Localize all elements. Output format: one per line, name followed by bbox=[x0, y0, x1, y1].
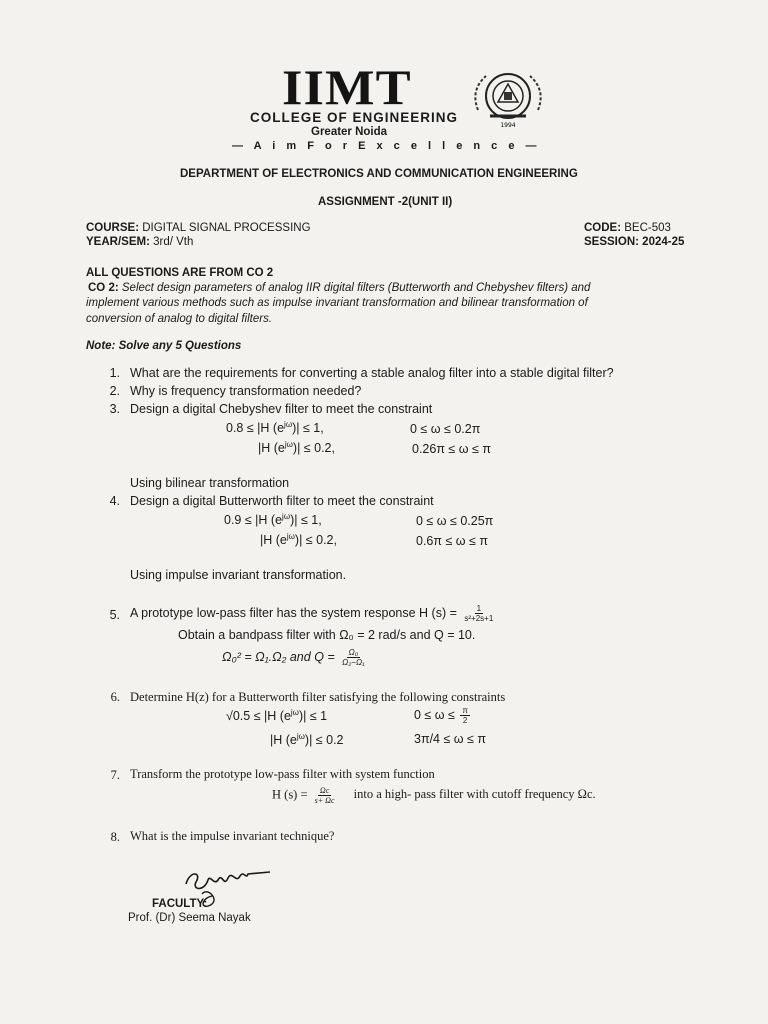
exponent: jω bbox=[286, 532, 295, 541]
q6-range-1 bbox=[414, 706, 470, 725]
q3-c2-left: |H (e bbox=[258, 441, 285, 456]
q6-pi-num: π bbox=[462, 706, 468, 715]
question-1-text: What are the requirements for converting a stable analog filter into a stable digital filter? bbox=[130, 366, 614, 380]
q4-range-1: 0 ≤ ω ≤ 0.25π bbox=[416, 514, 494, 528]
question-7-text: Transform the prototype low-pass filter with system function bbox=[130, 767, 435, 781]
co-text-1: Select design parameters of analog IIR digital filters (Butterworth and Chebyshev filters) and bbox=[121, 282, 591, 294]
exponent: jω bbox=[282, 512, 291, 521]
exponent: jω bbox=[290, 708, 299, 717]
q7-fraction bbox=[313, 786, 337, 805]
q3-constraint-2 bbox=[258, 440, 335, 455]
q5-formula: Ω₀² = Ω₁.Ω₂ and Q = bbox=[222, 649, 335, 664]
q6-c2-left: |H (e bbox=[270, 733, 297, 748]
q5-line-3 bbox=[222, 648, 367, 667]
q6-pi-den: 2 bbox=[462, 716, 468, 725]
q5-q-den: Ω₂−Ω₁ bbox=[342, 658, 365, 667]
faculty-name: Prof. (Dr) Seema Nayak bbox=[128, 912, 251, 924]
q6-range-1-text: 0 ≤ ω ≤ bbox=[414, 707, 455, 722]
q5-text: A prototype low-pass filter has the system response H (s) = bbox=[130, 605, 457, 620]
year-line bbox=[86, 236, 193, 248]
q4-constraint-2 bbox=[260, 532, 337, 547]
college-seal bbox=[468, 66, 548, 130]
q4-c2-left: |H (e bbox=[260, 533, 287, 548]
q3-c1-left: 0.8 ≤ |H (e bbox=[226, 421, 285, 436]
q6-c1-right: )| ≤ 1 bbox=[298, 709, 328, 724]
code-line bbox=[584, 222, 671, 234]
session-value: 2024-25 bbox=[642, 236, 685, 248]
session-line bbox=[584, 236, 684, 248]
co-line-3: conversion of analog to digital filters. bbox=[86, 313, 273, 325]
q5-line-2: Obtain a bandpass filter with Ω₀ = 2 rad/s and Q = 10. bbox=[178, 628, 476, 642]
question-2-number: 2. bbox=[109, 384, 120, 398]
session-label: SESSION: bbox=[584, 236, 639, 248]
q4-c1-left: 0.9 ≤ |H (e bbox=[224, 513, 283, 528]
question-1-number: 1. bbox=[109, 366, 120, 380]
question-3-text: Design a digital Chebyshev filter to meet the constraint bbox=[130, 402, 433, 416]
q3-constraint-1 bbox=[226, 420, 324, 435]
q4-c1-right: )| ≤ 1, bbox=[290, 513, 322, 528]
course-label: COURSE: bbox=[86, 222, 140, 234]
code-value: BEC-503 bbox=[624, 222, 671, 234]
course-line bbox=[86, 222, 311, 234]
q4-constraint-1 bbox=[224, 512, 322, 527]
q3-footer: Using bilinear transformation bbox=[130, 476, 290, 490]
course-value: DIGITAL SIGNAL PROCESSING bbox=[142, 222, 311, 234]
seal-year: 1994 bbox=[500, 122, 516, 129]
q7-h-label: H (s) = bbox=[272, 787, 308, 802]
college-location: Greater Noida bbox=[311, 126, 388, 138]
question-7-number: 7. bbox=[110, 768, 120, 782]
question-5-number: 5. bbox=[109, 608, 120, 622]
q4-c2-right: )| ≤ 0.2, bbox=[294, 533, 337, 548]
exponent: jω bbox=[284, 420, 293, 429]
college-tagline: — A i m F o r E x c e l l e n c e — bbox=[232, 140, 541, 152]
year-value: 3rd/ Vth bbox=[153, 236, 194, 248]
faculty-label: FACULTY: bbox=[152, 898, 208, 910]
exponent: jω bbox=[284, 440, 293, 449]
year-label: YEAR/SEM: bbox=[86, 236, 150, 248]
co-line-2: implement various methods such as impulse invariant transformation and bilinear transformation of bbox=[86, 297, 588, 309]
q3-c1-right: )| ≤ 1, bbox=[292, 421, 324, 436]
question-6-text: Determine H(z) for a Butterworth filter satisfying the following constraints bbox=[130, 690, 506, 704]
q7-formula bbox=[272, 786, 596, 805]
q5-fraction bbox=[462, 604, 495, 623]
note: Note: Solve any 5 Questions bbox=[86, 340, 242, 352]
co-label: CO 2: bbox=[88, 282, 119, 294]
question-5-text bbox=[130, 604, 495, 623]
q6-c2-right: )| ≤ 0.2 bbox=[304, 733, 344, 748]
question-6-number: 6. bbox=[110, 690, 120, 704]
q6-range-2: 3π/4 ≤ ω ≤ π bbox=[414, 732, 486, 746]
q5-frac-den: s²+2s+1 bbox=[464, 614, 494, 623]
q6-constraint-2 bbox=[270, 732, 344, 747]
co-heading: ALL QUESTIONS ARE FROM CO 2 bbox=[86, 267, 274, 279]
co-line-1 bbox=[88, 282, 590, 294]
question-8-number: 8. bbox=[110, 830, 120, 844]
question-4-text: Design a digital Butterworth filter to meet the constraint bbox=[130, 494, 434, 508]
question-3-number: 3. bbox=[109, 402, 120, 416]
assignment-title: ASSIGNMENT -2(UNIT II) bbox=[318, 196, 453, 208]
logo-iimt: IIMT bbox=[282, 59, 412, 115]
department-title: DEPARTMENT OF ELECTRONICS AND COMMUNICATION ENGINEERING bbox=[180, 168, 578, 180]
q7-frac-den: s+ Ωc bbox=[314, 796, 335, 805]
q6-constraint-1 bbox=[226, 708, 327, 723]
question-4-number: 4. bbox=[109, 494, 120, 508]
q6-pi-fraction bbox=[460, 706, 470, 725]
q3-range-2: 0.26π ≤ ω ≤ π bbox=[412, 442, 491, 456]
q3-range-1: 0 ≤ ω ≤ 0.2π bbox=[410, 422, 481, 436]
q5-frac-num: 1 bbox=[476, 604, 482, 613]
q6-c1-left: √0.5 ≤ |H (e bbox=[226, 709, 291, 724]
q7-tail: into a high- pass filter with cutoff frequency Ωc. bbox=[353, 787, 596, 802]
q3-c2-right: )| ≤ 0.2, bbox=[292, 441, 335, 456]
question-8-text: What is the impulse invariant technique? bbox=[130, 829, 335, 843]
college-name: COLLEGE OF ENGINEERING bbox=[250, 110, 459, 125]
code-label: CODE: bbox=[584, 222, 622, 234]
question-2-text: Why is frequency transformation needed? bbox=[130, 384, 362, 398]
q5-q-fraction bbox=[340, 648, 366, 667]
q5-q-num: Ω₀ bbox=[348, 648, 359, 657]
q7-frac-num: Ωc bbox=[319, 786, 330, 795]
q4-footer: Using impulse invariant transformation. bbox=[130, 568, 347, 582]
q4-range-2: 0.6π ≤ ω ≤ π bbox=[416, 534, 488, 548]
exponent: jω bbox=[296, 732, 305, 741]
